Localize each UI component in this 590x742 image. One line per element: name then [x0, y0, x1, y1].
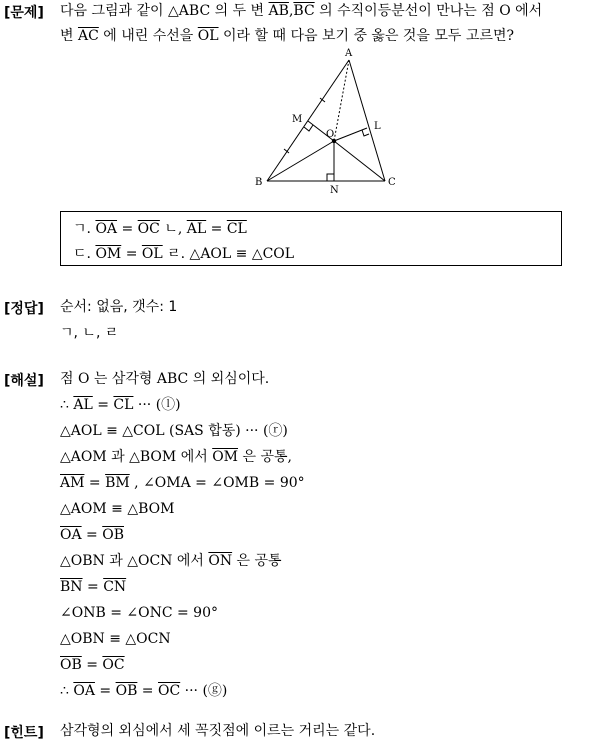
problem-tag: [문제]	[4, 5, 44, 21]
side-ab	[267, 60, 349, 181]
segment-ol: $\overline{OL}$	[197, 28, 219, 44]
segment-om: $\overline{OM}$	[95, 246, 122, 262]
choices-box	[60, 211, 562, 266]
segment-om: $\overline{OM}$	[212, 449, 239, 465]
label-c: C	[388, 177, 396, 188]
explanation-line-6: △AOM ≡ △BOM	[60, 501, 175, 517]
segment-am: $\overline{AM}$	[60, 475, 85, 491]
choice-n-label: ㄴ,	[159, 221, 187, 237]
reference-mark: ··· (ⓛ)	[133, 397, 181, 413]
segment-on: $\overline{ON}$	[208, 553, 233, 569]
segment-oa: $\overline{OA}$	[60, 527, 82, 543]
explanation-line-7	[60, 526, 124, 544]
explanation-line-9	[60, 578, 126, 596]
right-angle-mark-m	[304, 125, 313, 131]
equals: =	[137, 683, 158, 699]
segment-ol: $\overline{OL}$	[141, 246, 163, 262]
segment-ol	[334, 128, 367, 141]
segment-al: $\overline{AL}$	[73, 397, 93, 413]
right-angle-mark-n	[327, 174, 334, 181]
explanation-line-11: △OBN ≡ △OCN	[60, 631, 171, 647]
explanation-line-8	[60, 552, 282, 570]
segment-bc: $\overline{BC}$	[293, 3, 315, 19]
hint-text: 삼각형의 외심에서 세 꼭짓점에 이르는 거리는 같다.	[60, 723, 376, 739]
explanation-tag: [해설]	[4, 373, 44, 389]
problem-line-2	[60, 27, 514, 45]
segment-al: $\overline{AL}$	[186, 221, 207, 237]
choice-r-text: ㄹ. △AOL ≡ △COL	[162, 246, 295, 262]
explanation-line-4	[60, 448, 292, 466]
equals: =	[82, 579, 104, 595]
answer-tag: [정답]	[4, 301, 44, 317]
label-n: N	[330, 185, 339, 195]
segment-cn: $\overline{CN}$	[103, 579, 127, 595]
label-b: B	[255, 177, 263, 188]
segment-oa: $\overline{OA}$	[73, 683, 95, 699]
equals: =	[117, 221, 138, 237]
explanation-text: 은 공통	[232, 553, 282, 569]
explanation-text: △AOM 과 △BOM 에서	[60, 449, 213, 465]
answer-line-1: 순서: 없음, 갯수: 1	[60, 299, 178, 315]
equals: =	[81, 527, 103, 543]
explanation-line-13	[60, 682, 227, 700]
explanation-text: 은 공통,	[238, 449, 292, 465]
choices-line-2	[73, 243, 294, 263]
label-m: M	[292, 114, 303, 125]
answer-line-2: ㄱ, ㄴ, ㄹ	[60, 325, 119, 341]
segment-oc	[334, 141, 385, 181]
segment-cl: $\overline{CL}$	[226, 221, 247, 237]
comma: ,	[288, 3, 294, 19]
segment-oc: $\overline{OC}$	[158, 683, 181, 699]
segment-ob	[267, 141, 334, 181]
explanation-line-2	[60, 396, 181, 414]
segment-ob: $\overline{OB}$	[102, 527, 124, 543]
problem-text: 변	[60, 28, 78, 44]
equals: =	[92, 397, 114, 413]
therefore: ∴	[60, 683, 74, 699]
segment-oa	[334, 60, 349, 141]
segment-oc: $\overline{OC}$	[102, 657, 125, 673]
hint-tag: [힌트]	[4, 725, 44, 741]
right-angle-mark-l	[362, 130, 369, 136]
explanation-line-5	[60, 474, 305, 492]
equals: =	[206, 221, 227, 237]
segment-cl: $\overline{CL}$	[113, 397, 134, 413]
equals: =	[81, 657, 103, 673]
problem-text: 의 수직이등분선이 만나는 점 O 에서	[314, 3, 543, 19]
segment-ob: $\overline{OB}$	[115, 683, 138, 699]
explanation-line-10: ∠ONB = ∠ONC = 90°	[60, 605, 218, 621]
triangle-figure	[245, 45, 405, 195]
segment-ob: $\overline{OB}$	[60, 657, 82, 673]
segment-ac: $\overline{AC}$	[77, 28, 99, 44]
therefore: ∴	[60, 397, 74, 413]
segment-bn: $\overline{BN}$	[60, 579, 83, 595]
segment-ab: $\overline{AB}$	[268, 3, 289, 19]
segment-oa: $\overline{OA}$	[95, 221, 118, 237]
explanation-text: △OBN 과 △OCN 에서	[60, 553, 209, 569]
explanation-line-3: △AOL ≡ △COL (SAS 합동) ··· (ⓡ)	[60, 423, 288, 439]
explanation-line-1: 점 O 는 삼각형 ABC 의 외심이다.	[60, 371, 270, 387]
reference-mark: ··· (ⓖ)	[180, 683, 228, 699]
label-a: A	[345, 48, 353, 59]
problem-line-1	[60, 2, 542, 20]
segment-oc: $\overline{OC}$	[137, 221, 160, 237]
explanation-text: , ∠OMA = ∠OMB = 90°	[129, 475, 305, 491]
equals: =	[121, 246, 142, 262]
choice-d-label: ㄷ.	[73, 246, 96, 262]
problem-text: 다음 그림과 같이 △ABC 의 두 변	[60, 3, 269, 19]
problem-text: 이라 할 때 다음 보기 중 옳은 것을 모두 고르면?	[218, 28, 514, 44]
problem-text: 에 내린 수선을	[98, 28, 198, 44]
explanation-line-12	[60, 656, 125, 674]
equals: =	[84, 475, 106, 491]
label-o: O	[326, 129, 335, 140]
equals: =	[94, 683, 116, 699]
label-l: L	[374, 121, 381, 132]
choices-line-1	[73, 218, 247, 238]
segment-bm: $\overline{BM}$	[105, 475, 130, 491]
choice-g-label: ㄱ.	[73, 221, 96, 237]
